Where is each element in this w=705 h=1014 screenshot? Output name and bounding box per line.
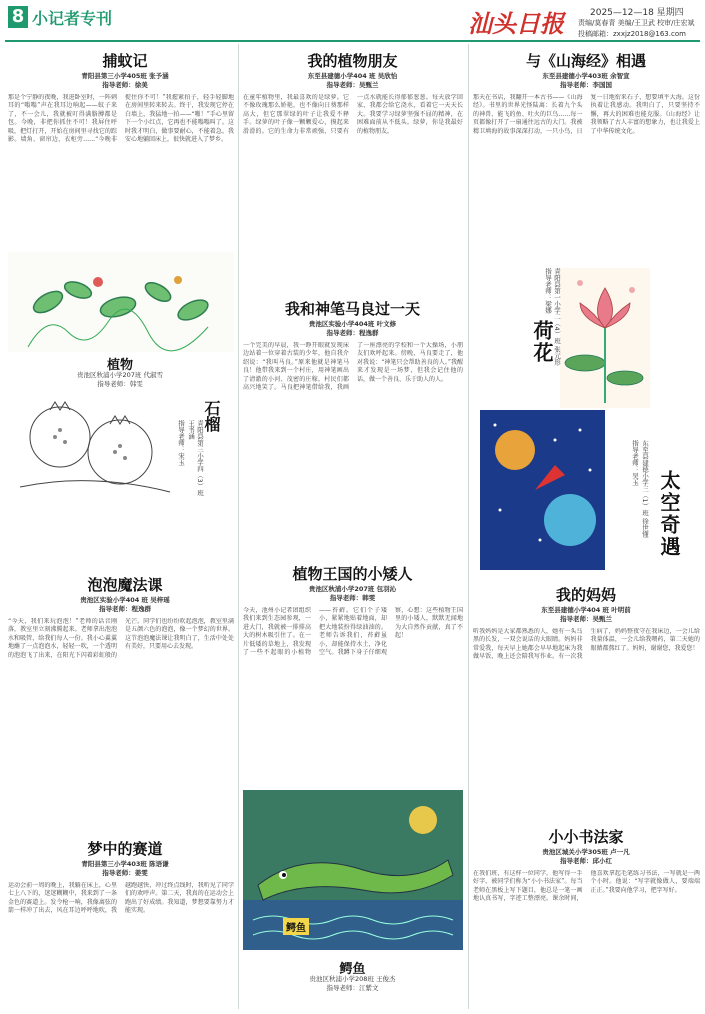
article-title-calligraphy: 小小书法家	[548, 828, 624, 846]
article-school-calligraphy: 贵池区城关小学305班 卢一凡	[542, 848, 630, 856]
art-teacher-lotus: 指导老师：梁娜	[544, 268, 552, 314]
article-title-buqiji: 捕蚊记	[102, 52, 148, 70]
article-teacher-bubble: 指导老师：程逸群	[99, 605, 151, 613]
article-body-race: 运动会前一周的晚上，我躺在床上，心里七上八下的，迷迷糊糊中，我来到了一条金色的赛道上。发令枪一响，我像离弦的箭一样冲了出去，风在耳边呼呼地吹，我越跑越快，冲过终点线时，我听见了同学们的欢呼声。第二天，我真的在运动会上跑出了好成绩。我知道，梦想要靠努力才能实现。	[8, 882, 234, 915]
art-school-space: 东至县建德小学三（1）班 徐世懂	[641, 440, 649, 538]
art-caption-plant: 植物	[106, 358, 133, 373]
art-school-lotus: 青阳县第一小学二（4）班 张元形	[553, 268, 561, 366]
lotus-drawing	[560, 268, 650, 408]
article-school-pen: 贵池区实验小学404班 叶文修	[308, 320, 397, 328]
article-school-dwarf: 贵池区秋浦小学207班 包羽沁	[308, 585, 397, 593]
article-body-bubble: “今天，我们来玩泡泡！”老师的话音刚落，教室里立刻沸腾起来。老师拿出泡泡水和吸管，给我们每人一份。我小心翼翼地蘸了一点泡泡水，轻轻一吹，一个透明的泡泡飞了出来，在阳光下闪着彩虹般的光芒。同学们也纷纷吹起泡泡，教室里满是五颜六色的泡泡，像一个梦幻的世界。这节泡泡魔法课让我明白了，生活中处处有美好，只要用心去发现。	[8, 618, 234, 659]
article-teacher-calligraphy: 指导老师：邱小红	[560, 857, 612, 865]
article-school-friend: 东至县建德小学404 班 吴欣怡	[307, 72, 398, 80]
article-title-mama: 我的妈妈	[555, 586, 616, 604]
article-title-bubble: 泡泡魔法课	[87, 576, 163, 594]
column-divider-right	[468, 44, 469, 1009]
issue-date: 2025—12—18 星期四	[590, 8, 684, 18]
pomegranate-drawing	[10, 392, 180, 502]
article-body-shanhai: 那天在书店，我翻开一本古书——《山海经》。书里的世界光怪陆离：长着九个头的神兽、能飞的鱼、吐火的巨鸟……每一页都像打开了一扇通往远古的大门。我被精卫填海的故事深深打动，一只小鸟，日复一日地衔来石子，想要填平大海。这份执着让我感动。我明白了，只要坚持不懈，再大的困难也能克服。《山海经》让我领略了古人丰富的想象力，也让我爱上了中华传统文化。	[473, 94, 700, 135]
column-divider-left	[238, 44, 239, 1009]
article-teacher-buqiji: 指导老师：徐美	[102, 81, 148, 89]
art-caption-pomegranate: 石榴	[202, 400, 221, 432]
newspaper-logo: 汕头日报	[468, 9, 564, 38]
article-teacher-friend: 指导老师：吴甄兰	[326, 81, 379, 89]
art-school-crocodile: 贵池区秋浦小学208班 王俊杰	[309, 975, 396, 983]
art-caption-crocodile: 鳄鱼	[339, 962, 366, 977]
article-teacher-race: 指导老师：姜雯	[102, 869, 148, 877]
art-caption-lotus: 荷花	[530, 320, 554, 364]
article-body-calligraphy: 在我们班，有这样一位同学，他写得一手好字，被同学们称为“小小书法家”。每当老师在黑板上写下题目，他总是一笔一画地认真书写，字迹工整漂亮。课余时间，他喜欢拿起毛笔练习书法，一写就是一两个小时。他说：“写字就像做人，要端端正正。”我要向他学习，把字写好。	[473, 870, 700, 903]
page-number: 8	[8, 6, 28, 28]
article-school-buqiji: 青阳县第三小学405班 张予涵	[81, 72, 169, 80]
article-title-shanhai: 与《山海经》相遇	[525, 52, 646, 70]
space-drawing	[480, 410, 605, 570]
art-teacher-plant: 指导老师：韩雯	[97, 380, 143, 388]
header-rule	[5, 40, 700, 42]
article-title-race: 梦中的赛道	[87, 840, 163, 858]
art-teacher-crocodile: 指导老师：江紫文	[326, 984, 379, 992]
editor-credits: 责编/莫春青 美编/王卫武 校审/庄宏斌	[578, 19, 695, 27]
article-title-friend: 我的植物朋友	[307, 52, 398, 70]
article-teacher-pen: 指导老师：程逸群	[326, 329, 379, 337]
art-school-plant: 贵池区秋浦小学207班 代淑雪	[77, 371, 163, 379]
article-teacher-shanhai: 指导老师：李国国	[560, 81, 612, 89]
article-body-friend: 在童年植物里，我最喜欢的是绿萝。它不像玫瑰那么娇艳，也不像向日葵那样高大，但它那翠绿的叶子让我爱不释手。绿萝的叶子像一颗颗爱心，摸起来滑滑的。它的生命力非常顽强，只要有一点水就能长得郁郁葱葱。每天放学回家，我都会给它浇水，看着它一天天长大。我要学习绿萝坚强不屈的精神，在困难面前从不低头。绿萝，你是我最好的植物朋友。	[243, 94, 463, 135]
art-teacher-pomegranate: 指导老师：宋玉	[177, 420, 185, 466]
art-caption-space: 太空奇遇	[657, 470, 681, 558]
art-school-pomegranate: 青阳县第三小学四（3）班 王书涵	[187, 420, 204, 496]
article-body-pen: 一个完美的早晨，我一睁开眼就发现床边站着一位穿着古装的少年，他自我介绍说：“我叫马良。”原来他就是神笔马良！他带我来到一个村庄，用神笔画出了清澈的小河、茂密的庄稼，村民们都高兴地笑了。马良把神笔借给我，我画了一座漂亮的学校和一个大操场，小朋友们欢呼起来。傍晚，马良要走了，他对我说：“神笔只会帮助善良的人。”我醒来才发现是一场梦，但我会记住他的话，做一个善良、乐于助人的人。	[243, 342, 463, 392]
article-teacher-dwarf: 指导老师：韩雯	[329, 594, 376, 602]
article-title-dwarf: 植物王国的小矮人	[292, 565, 413, 583]
plant-drawing	[8, 252, 234, 352]
article-body-buqiji: 那是个宁静的夜晚，我进卧室时，一阵刺耳的“嗡嗡”声在我耳边响起——蚊子来了，不一会儿，我就被叮得满胳膊都是包。今晚，非把你抓住不可！我屏住呼吸，把灯打开，开始在房间里寻找它的踪影。墙角、窗帘边、衣柜旁……“今晚非捉住你不可！”我握紧拍子，轻手轻脚地在房间里转来转去。终于，我发现它停在白墙上，我猛地一拍——“啪！”手心里留下一个小红点，它再也不能嗡嗡叫了。这时我才明白，做事要耐心，不能着急。我安心地躺回床上，很快就进入了梦乡。	[8, 94, 234, 144]
article-body-dwarf: 今天，池州小记者团组织我们来到生态园参观，一进大门，我就被一排排高大的树木吸引住了。在一片低矮的草地上，我发现了一些不起眼的小植物——苔藓。它们个子矮小，紧紧地贴着地面，却把大地装扮得绿油油的。老师告诉我们，苔藓虽小，却能保持水土，净化空气。我蹲下身子仔细观察，心想：这些植物王国里的小矮人，默默无闻地为大自然作贡献，真了不起！	[243, 607, 463, 657]
article-school-mama: 东至县建德小学404 班 叶明前	[541, 606, 631, 614]
article-school-race: 青阳县第三小学403班 陈语谦	[81, 860, 169, 868]
section-title: 小记者专刊	[32, 9, 113, 28]
article-title-pen: 我和神笔马良过一天	[284, 300, 420, 318]
submission-email: 投稿邮箱：zxxjz2018@163.com	[578, 30, 686, 38]
article-school-shanhai: 东至县建德小学403班 余智宣	[542, 72, 630, 80]
art-teacher-space: 指导老师：吴玉	[631, 440, 639, 486]
crocodile-art-label: 鳄鱼	[283, 918, 309, 935]
article-teacher-mama: 指导老师：吴甄兰	[560, 615, 612, 623]
crocodile-drawing	[243, 790, 463, 950]
article-school-bubble: 贵池区实验小学404 班 吴梓瑶	[80, 596, 170, 604]
article-body-mama: 听我妈妈是大家都熟悉的人，她有一头乌黑的长发，一双会说话的大眼睛。妈妈非常爱我，每天早上她都会早早地起床为我做早饭，晚上还会陪我写作业。有一次我生病了，妈妈整夜守在我床边，一会儿给我量体温，一会儿给我喂药，第二天她的眼睛都熬红了。妈妈，谢谢您，我爱您！	[473, 628, 700, 661]
